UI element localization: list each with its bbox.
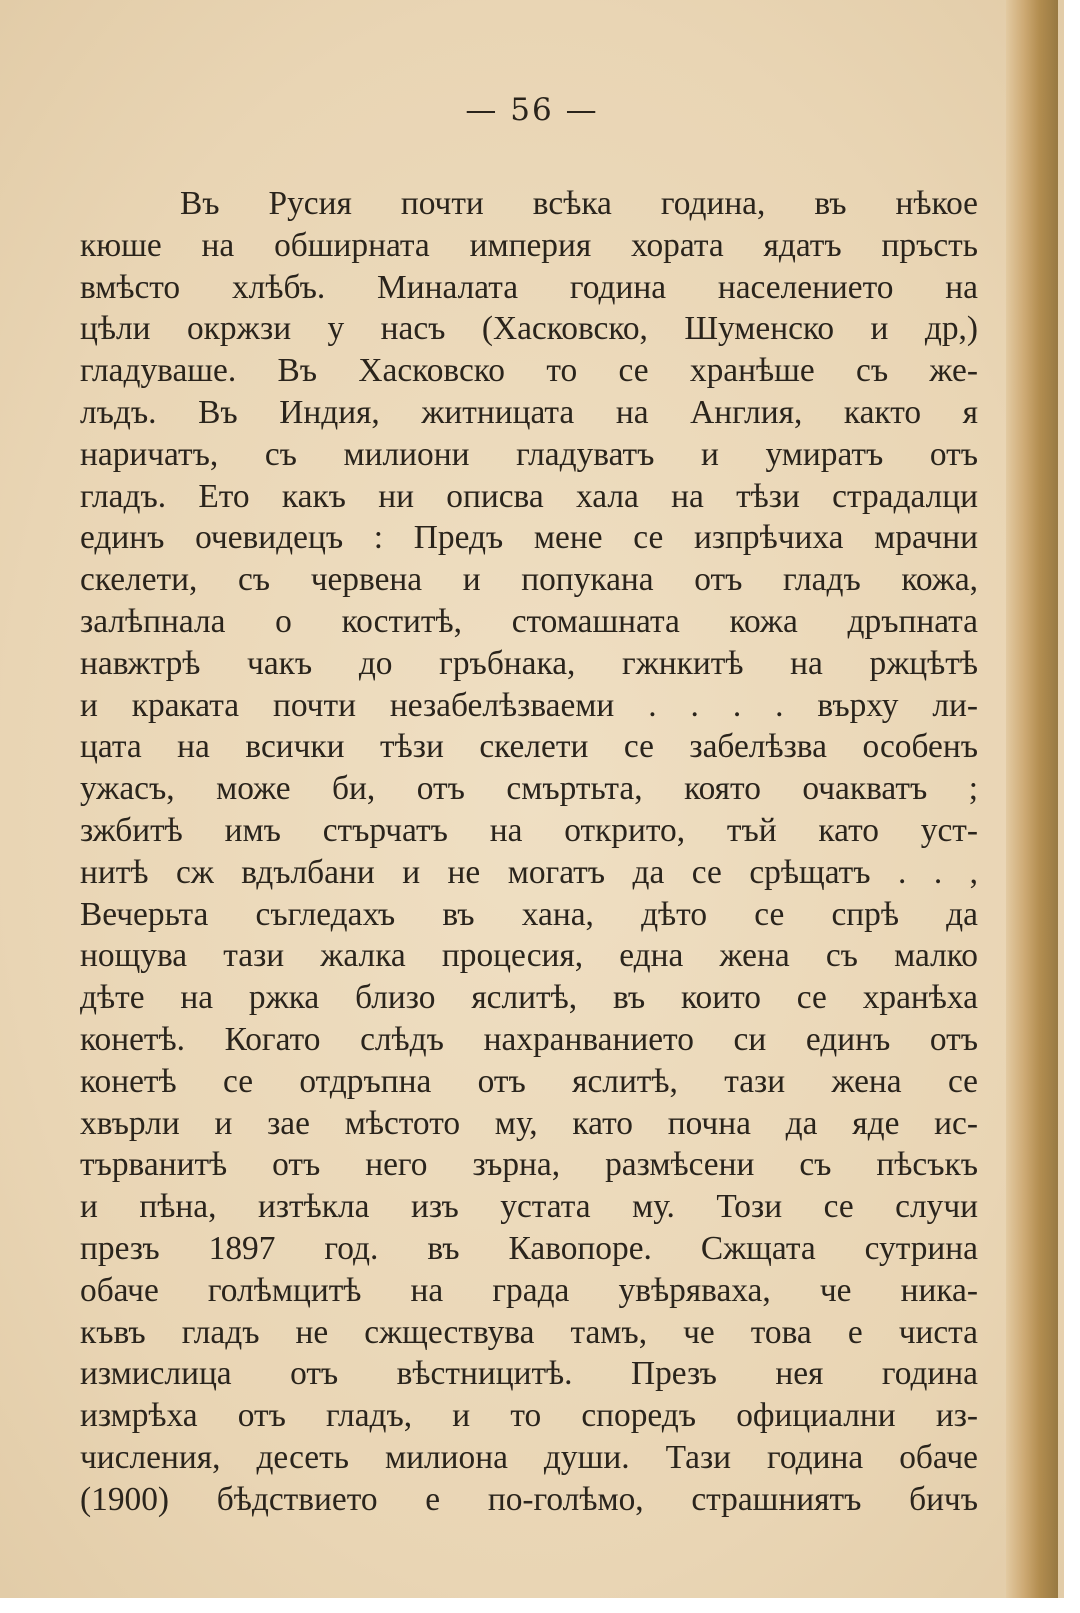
text-line: цата на всички тѣзи скелети се забелѣзва особенъ	[80, 728, 978, 766]
text-line: скелети, съ червена и попукана отъ гладъ кожа,	[80, 561, 978, 599]
text-line: и пѣна, изтѣкла изъ устата му. Този се случи	[80, 1188, 978, 1226]
page-number: — 56 —	[465, 92, 599, 128]
text-line: дѣте на ржка близо яслитѣ, въ които се хранѣха	[80, 979, 978, 1017]
text-line: зжбитѣ имъ стърчатъ на открито, тъй като уст-	[80, 811, 978, 849]
text-line: кюше на обширната империя хората ядатъ пръсть	[80, 226, 978, 264]
text-line: числения, десеть милиона души. Тази година обаче	[80, 1438, 978, 1476]
text-line: ужасъ, може би, отъ смъртьта, която очакватъ ;	[80, 770, 978, 808]
text-line: навжтрѣ чакъ до гръбнака, гжнкитѣ на ржцѣтѣ	[80, 644, 978, 682]
text-line: гладъ. Ето какъ ни описва хала на тѣзи страдалци	[80, 477, 978, 515]
text-line: лъдъ. Въ Индия, житницата на Англия, както я	[80, 393, 978, 431]
text-line: хвърли и зае мѣстото му, като почна да яде ис-	[80, 1104, 978, 1142]
text-line: вмѣсто хлѣбъ. Миналата година населението на	[80, 268, 978, 306]
text-line: наричатъ, съ милиони гладуватъ и умиратъ отъ	[80, 435, 978, 473]
text-line: търванитѣ отъ него зърна, размѣсени съ пѣсъкъ	[80, 1146, 978, 1184]
text-line: къвъ гладъ не сжществува тамъ, че това е чиста	[80, 1313, 978, 1351]
text-line: Вечерьта съгледахъ въ хана, дѣто се спрѣ да	[80, 895, 978, 933]
text-line: измислица отъ вѣстницитѣ. Презъ нея година	[80, 1355, 978, 1393]
body-text	[80, 183, 978, 1521]
text-line: (1900) бѣдствието е по-голѣмо, страшниятъ бичъ	[80, 1480, 978, 1518]
text-line: измрѣха отъ гладъ, и то споредъ официални из-	[80, 1397, 978, 1435]
text-line: залѣпнала о коститѣ, стомашната кожа дръпната	[80, 602, 978, 640]
text-line: нощува тази жалка процесия, една жена съ малко	[80, 937, 978, 975]
text-line: и краката почти незабелѣзваеми . . . . върху ли-	[80, 686, 978, 724]
text-line: гладуваше. Въ Хасковско то се хранѣше съ же-	[80, 352, 978, 390]
text-line: цѣли окржзи у насъ (Хасковско, Шуменско и др,)	[80, 310, 978, 348]
text-line: единъ очевидецъ : Предъ мене се изпрѣчиха мрачни	[80, 519, 978, 557]
text-line: Въ Русия почти всѣка година, въ нѣкое	[180, 185, 978, 222]
text-line: конетѣ се отдръпна отъ яслитѣ, тази жена се	[80, 1062, 978, 1100]
page-spine-shadow	[1006, 0, 1058, 1598]
text-line: нитѣ сж вдълбани и не могатъ да се срѣщатъ . . ,	[80, 853, 978, 891]
text-line: конетѣ. Когато слѣдъ нахранванието си единъ отъ	[80, 1020, 978, 1058]
text-line: презъ 1897 год. въ Кавопоре. Сжщата сутрина	[80, 1229, 978, 1267]
text-line: обаче голѣмцитѣ на града увѣряваха, че ника-	[80, 1271, 978, 1309]
